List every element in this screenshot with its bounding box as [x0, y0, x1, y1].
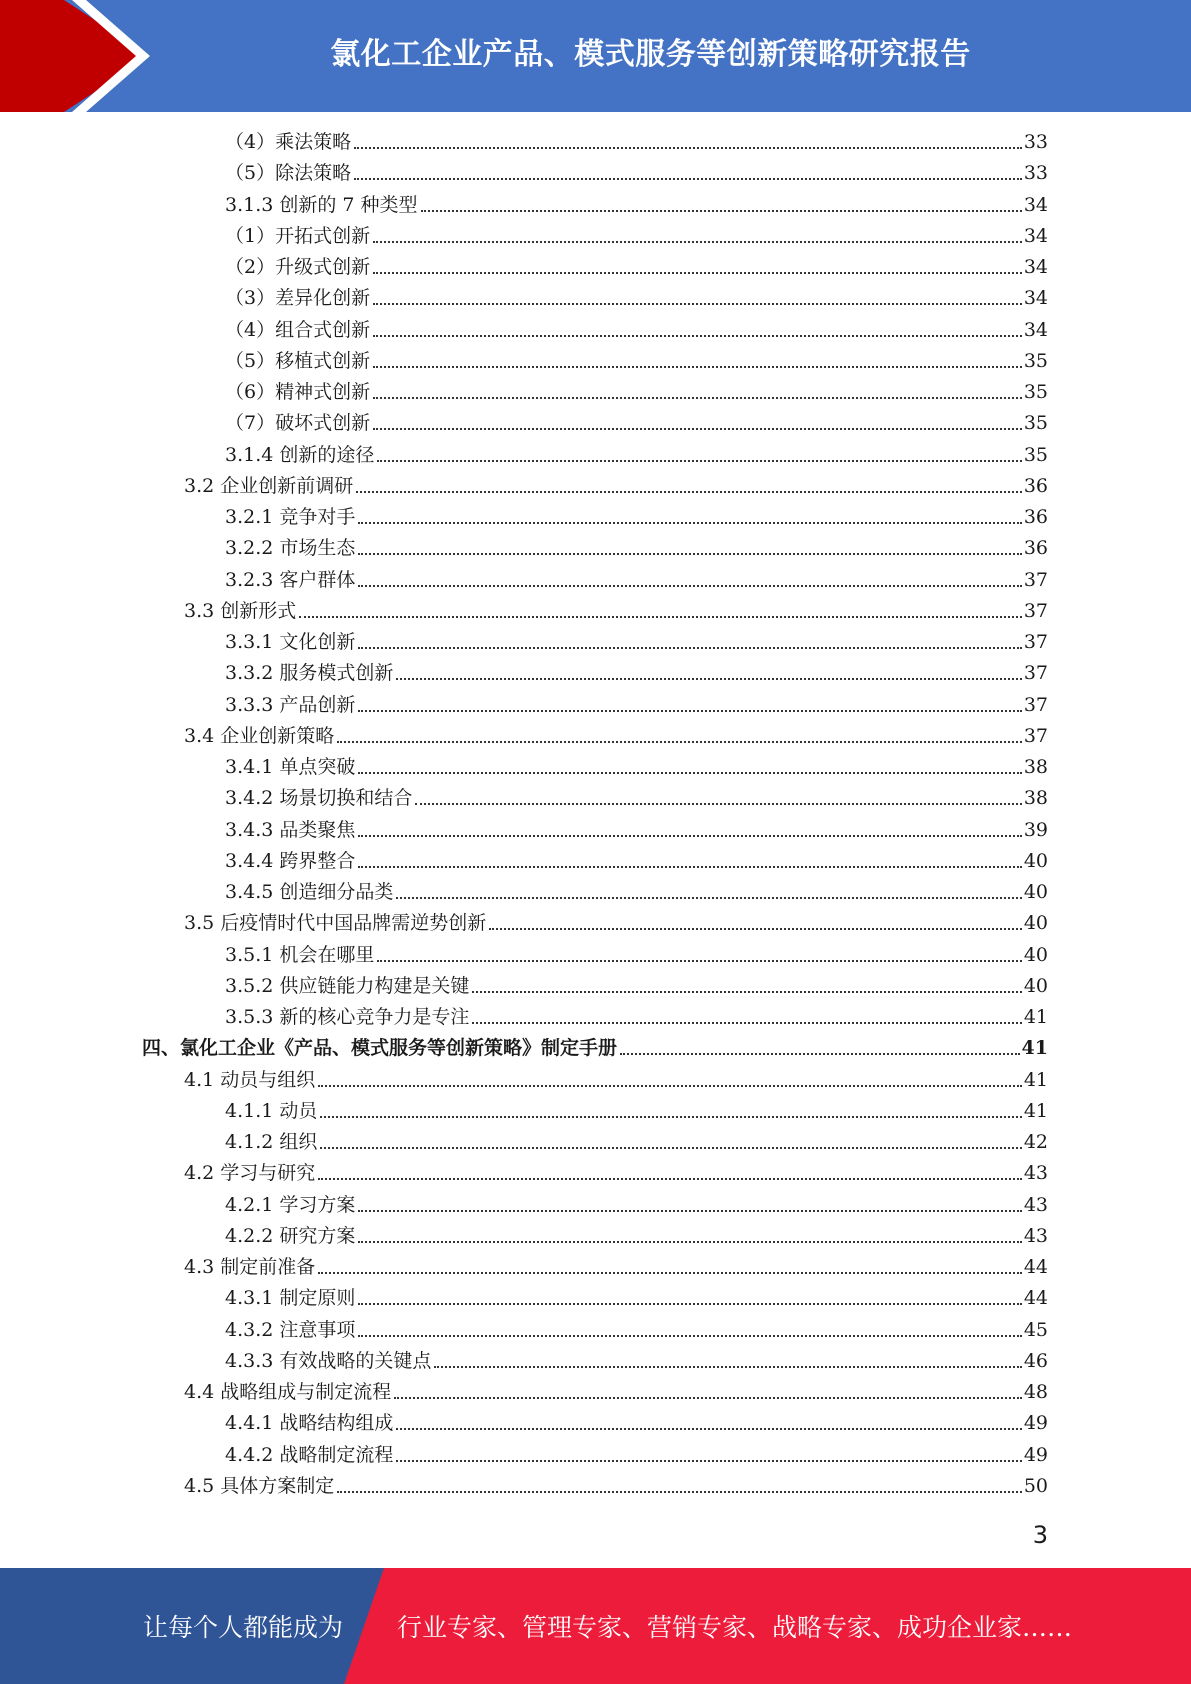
- toc-entry-label: （7）破坏式创新: [225, 412, 371, 435]
- toc-entry-label: 4.1.1 动员: [225, 1099, 318, 1122]
- toc-entry-label: 3.2.3 客户群体: [225, 568, 356, 591]
- toc-dot-leader: [356, 490, 1022, 493]
- toc-entry[interactable]: [0, 877, 1191, 908]
- toc-entry[interactable]: [0, 1065, 1191, 1096]
- toc-dot-leader: [415, 802, 1021, 805]
- toc-entry-page: 49: [1023, 1443, 1048, 1466]
- toc-entry[interactable]: [0, 1033, 1191, 1064]
- toc-entry[interactable]: [0, 1283, 1191, 1314]
- toc-entry-label: （3）差异化创新: [225, 287, 371, 310]
- toc-dot-leader: [358, 1334, 1021, 1337]
- toc-entry-label: 4.1.2 组织: [225, 1131, 318, 1154]
- toc-dot-leader: [358, 709, 1021, 712]
- header-arrow-graphic: [0, 0, 160, 112]
- toc-entry-label: 3.2.2 市场生态: [225, 537, 356, 560]
- toc-dot-leader: [337, 1490, 1022, 1493]
- toc-dot-leader: [489, 927, 1022, 930]
- toc-dot-leader: [373, 365, 1022, 368]
- toc-entry[interactable]: [0, 1252, 1191, 1283]
- toc-dot-leader: [472, 990, 1021, 993]
- toc-entry[interactable]: [0, 315, 1191, 346]
- toc-entry[interactable]: [0, 1440, 1191, 1471]
- toc-entry-page: 41: [1023, 1099, 1048, 1122]
- toc-dot-leader: [421, 209, 1022, 212]
- toc-entry-label: 4.3.3 有效战略的关键点: [225, 1349, 432, 1372]
- toc-entry-page: 37: [1023, 693, 1048, 716]
- toc-entry[interactable]: [0, 346, 1191, 377]
- toc-entry-page: 35: [1023, 412, 1048, 435]
- toc-entry-page: 34: [1023, 256, 1048, 279]
- toc-entry-page: 33: [1023, 162, 1048, 185]
- toc-dot-leader: [396, 1427, 1021, 1430]
- toc-entry[interactable]: [0, 940, 1191, 971]
- toc-dot-leader: [299, 615, 1022, 618]
- toc-entry[interactable]: [0, 1221, 1191, 1252]
- toc-entry-label: 3.1.3 创新的 7 种类型: [225, 193, 418, 216]
- toc-entry[interactable]: [0, 377, 1191, 408]
- toc-dot-leader: [396, 896, 1021, 899]
- toc-entry-label: 3.3.3 产品创新: [225, 693, 356, 716]
- toc-entry-label: 4.3 制定前准备: [184, 1256, 316, 1279]
- toc-entry[interactable]: [0, 1158, 1191, 1189]
- toc-dot-leader: [472, 1021, 1021, 1024]
- toc-entry[interactable]: [0, 1377, 1191, 1408]
- toc-entry-page: 41: [1023, 1068, 1048, 1091]
- toc-entry-page: 38: [1023, 787, 1048, 810]
- toc-entry-page: 35: [1023, 443, 1048, 466]
- toc-entry-page: 50: [1023, 1474, 1048, 1497]
- toc-entry-page: 36: [1023, 506, 1048, 529]
- toc-dot-leader: [318, 1084, 1022, 1087]
- toc-entry-label: （4）乘法策略: [225, 131, 352, 154]
- toc-entry-label: 3.5.3 新的核心竞争力是专注: [225, 1006, 470, 1029]
- toc-dot-leader: [373, 396, 1022, 399]
- toc-entry-page: 39: [1023, 818, 1048, 841]
- toc-entry-label: 4.2 学习与研究: [184, 1162, 316, 1185]
- toc-entry-page: 43: [1023, 1162, 1048, 1185]
- toc-entry-label: 3.4 企业创新策略: [184, 724, 335, 747]
- toc-entry-label: （4）组合式创新: [225, 318, 371, 341]
- toc-entry-label: 3.5 后疫情时代中国品牌需逆势创新: [184, 912, 487, 935]
- toc-entry-page: 38: [1023, 756, 1048, 779]
- toc-dot-leader: [373, 302, 1022, 305]
- toc-entry-page: 40: [1023, 974, 1048, 997]
- toc-entry-page: 40: [1023, 943, 1048, 966]
- toc-entry-page: 44: [1023, 1256, 1048, 1279]
- toc-dot-leader: [318, 1271, 1022, 1274]
- toc-entry[interactable]: [0, 1190, 1191, 1221]
- toc-dot-leader: [434, 1365, 1021, 1368]
- toc-entry-label: 4.4 战略组成与制定流程: [184, 1381, 392, 1404]
- toc-entry-page: 34: [1023, 193, 1048, 216]
- toc-entry[interactable]: [0, 752, 1191, 783]
- toc-dot-leader: [373, 427, 1022, 430]
- toc-dot-leader: [358, 865, 1021, 868]
- toc-entry-label: 3.4.1 单点突破: [225, 756, 356, 779]
- toc-entry-label: 4.3.2 注意事项: [225, 1318, 356, 1341]
- toc-entry[interactable]: [0, 565, 1191, 596]
- toc-entry[interactable]: [0, 471, 1191, 502]
- toc-entry[interactable]: [0, 690, 1191, 721]
- toc-dot-leader: [358, 1302, 1021, 1305]
- toc-entry-label: 4.5 具体方案制定: [184, 1474, 335, 1497]
- toc-entry-page: 41: [1023, 1006, 1048, 1029]
- toc-entry[interactable]: [0, 815, 1191, 846]
- toc-entry-label: 3.3.2 服务模式创新: [225, 662, 394, 685]
- toc-entry[interactable]: [0, 221, 1191, 252]
- table-of-contents: [0, 127, 1191, 1502]
- toc-entry[interactable]: [0, 1002, 1191, 1033]
- toc-entry-page: 37: [1023, 599, 1048, 622]
- toc-dot-leader: [373, 334, 1022, 337]
- toc-entry[interactable]: [0, 190, 1191, 221]
- toc-entry[interactable]: [0, 283, 1191, 314]
- toc-entry[interactable]: [0, 908, 1191, 939]
- toc-dot-leader: [620, 1052, 1020, 1055]
- footer-slogan-left: 让每个人都能成为: [143, 1613, 344, 1642]
- toc-entry-label: 4.3.1 制定原则: [225, 1287, 356, 1310]
- toc-dot-leader: [394, 1396, 1022, 1399]
- toc-entry-page: 42: [1023, 1131, 1048, 1154]
- toc-entry-page: 49: [1023, 1412, 1048, 1435]
- toc-entry[interactable]: [0, 440, 1191, 471]
- toc-entry-page: 36: [1023, 537, 1048, 560]
- toc-entry[interactable]: [0, 1096, 1191, 1127]
- toc-dot-leader: [373, 271, 1022, 274]
- header-bar: [0, 0, 1191, 112]
- toc-entry[interactable]: [0, 533, 1191, 564]
- toc-entry-label: 4.4.1 战略结构组成: [225, 1412, 394, 1435]
- toc-entry-page: 34: [1023, 318, 1048, 341]
- toc-dot-leader: [358, 584, 1021, 587]
- toc-entry[interactable]: [0, 783, 1191, 814]
- toc-entry-page: 40: [1023, 849, 1048, 872]
- toc-entry-page: 37: [1023, 724, 1048, 747]
- toc-entry-page: 36: [1023, 474, 1048, 497]
- toc-entry-label: 4.4.2 战略制定流程: [225, 1443, 394, 1466]
- toc-dot-leader: [358, 552, 1021, 555]
- toc-dot-leader: [337, 740, 1022, 743]
- toc-entry-page: 33: [1023, 131, 1048, 154]
- toc-entry-page: 34: [1023, 287, 1048, 310]
- toc-entry[interactable]: [0, 408, 1191, 439]
- toc-dot-leader: [358, 1209, 1021, 1212]
- toc-entry-page: 41: [1021, 1037, 1048, 1060]
- toc-entry-label: 3.4.5 创造细分品类: [225, 881, 394, 904]
- toc-entry-page: 35: [1023, 381, 1048, 404]
- toc-dot-leader: [358, 834, 1021, 837]
- toc-entry[interactable]: [0, 596, 1191, 627]
- toc-entry[interactable]: [0, 252, 1191, 283]
- toc-entry[interactable]: [0, 1127, 1191, 1158]
- toc-entry-label: 3.3.1 文化创新: [225, 631, 356, 654]
- toc-entry[interactable]: [0, 1471, 1191, 1502]
- toc-entry-label: 3.2 企业创新前调研: [184, 474, 354, 497]
- toc-entry-page: 40: [1023, 881, 1048, 904]
- toc-dot-leader: [320, 1115, 1021, 1118]
- toc-entry-label: 4.2.2 研究方案: [225, 1224, 356, 1247]
- toc-entry[interactable]: [0, 158, 1191, 189]
- toc-entry-label: 3.4.3 品类聚焦: [225, 818, 356, 841]
- toc-entry-label: 3.1.4 创新的途径: [225, 443, 375, 466]
- toc-entry-label: （6）精神式创新: [225, 381, 371, 404]
- toc-dot-leader: [354, 177, 1022, 180]
- toc-entry-page: 46: [1023, 1349, 1048, 1372]
- toc-dot-leader: [320, 1146, 1021, 1149]
- toc-entry-page: 43: [1023, 1224, 1048, 1247]
- page-number: 3: [1032, 1521, 1048, 1549]
- toc-entry-label: 3.4.2 场景切换和结合: [225, 787, 413, 810]
- toc-entry[interactable]: [0, 971, 1191, 1002]
- toc-entry-label: 3.4.4 跨界整合: [225, 849, 356, 872]
- footer-bar: [0, 1568, 1191, 1684]
- toc-dot-leader: [358, 771, 1021, 774]
- toc-dot-leader: [377, 459, 1021, 462]
- toc-dot-leader: [358, 1240, 1021, 1243]
- toc-entry[interactable]: [0, 502, 1191, 533]
- toc-entry-label: 3.5.1 机会在哪里: [225, 943, 375, 966]
- toc-dot-leader: [396, 1459, 1021, 1462]
- toc-entry-page: 35: [1023, 349, 1048, 372]
- toc-entry-label: （5）移植式创新: [225, 349, 371, 372]
- toc-entry-label: 4.1 动员与组织: [184, 1068, 316, 1091]
- toc-entry[interactable]: [0, 721, 1191, 752]
- toc-entry-label: 3.3 创新形式: [184, 599, 297, 622]
- toc-entry-page: 37: [1023, 568, 1048, 591]
- toc-entry[interactable]: [0, 127, 1191, 158]
- toc-entry-page: 37: [1023, 631, 1048, 654]
- toc-dot-leader: [358, 521, 1021, 524]
- toc-entry-page: 34: [1023, 224, 1048, 247]
- toc-entry-label: （5）除法策略: [225, 162, 352, 185]
- document-title: 氯化工企业产品、模式服务等创新策略研究报告: [330, 37, 971, 72]
- toc-entry-page: 44: [1023, 1287, 1048, 1310]
- toc-entry-page: 40: [1023, 912, 1048, 935]
- toc-dot-leader: [373, 240, 1022, 243]
- footer-slogan-right: 行业专家、管理专家、营销专家、战略专家、成功企业家……: [397, 1613, 1073, 1642]
- toc-entry[interactable]: [0, 846, 1191, 877]
- toc-entry-page: 45: [1023, 1318, 1048, 1341]
- toc-dot-leader: [318, 1177, 1022, 1180]
- toc-entry-label: （2）升级式创新: [225, 256, 371, 279]
- toc-entry-page: 43: [1023, 1193, 1048, 1216]
- toc-dot-leader: [358, 646, 1021, 649]
- toc-dot-leader: [377, 959, 1021, 962]
- toc-entry-label: （1）开拓式创新: [225, 224, 371, 247]
- toc-entry-page: 48: [1023, 1381, 1048, 1404]
- toc-entry-label: 四、氯化工企业《产品、模式服务等创新策略》制定手册: [142, 1037, 618, 1060]
- toc-entry-label: 3.2.1 竞争对手: [225, 506, 356, 529]
- toc-entry[interactable]: [0, 1408, 1191, 1439]
- toc-entry[interactable]: [0, 1315, 1191, 1346]
- toc-dot-leader: [354, 146, 1022, 149]
- toc-entry[interactable]: [0, 658, 1191, 689]
- toc-entry[interactable]: [0, 1346, 1191, 1377]
- toc-entry-page: 37: [1023, 662, 1048, 685]
- toc-entry[interactable]: [0, 627, 1191, 658]
- toc-dot-leader: [396, 677, 1021, 680]
- toc-entry-label: 4.2.1 学习方案: [225, 1193, 356, 1216]
- toc-entry-label: 3.5.2 供应链能力构建是关键: [225, 974, 470, 997]
